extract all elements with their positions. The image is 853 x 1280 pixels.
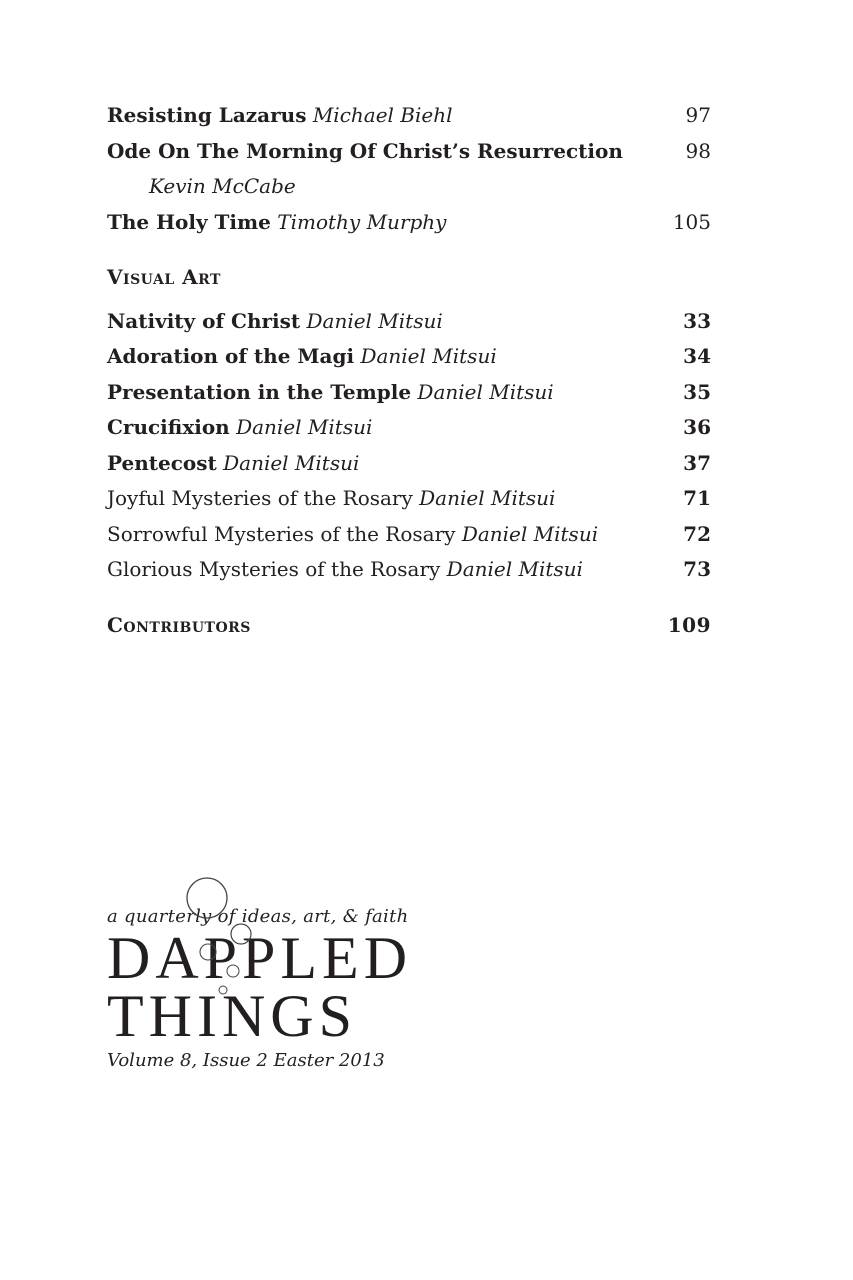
entry-title: Adoration of the Magi — [107, 344, 355, 368]
entry-title: Nativity of Christ — [107, 308, 301, 333]
toc-entry[interactable] — [107, 552, 711, 588]
entry-author: Michael Biehl — [312, 103, 453, 127]
entry-page: 73 — [683, 557, 711, 581]
entry-title: Pentecost — [107, 450, 217, 475]
entry-author: Daniel Mitsui — [419, 486, 556, 510]
toc-entry[interactable] — [107, 304, 711, 340]
entry-page: 98 — [685, 138, 711, 163]
entry-title: Crucifixion — [107, 415, 230, 439]
entry-author: Daniel Mitsui — [461, 521, 599, 546]
entry-page: 72 — [683, 521, 711, 546]
toc-entry[interactable] — [107, 339, 711, 375]
toc-entry[interactable] — [107, 375, 711, 411]
entry-title: Joyful Mysteries of the Rosary — [107, 486, 413, 510]
entry-page: 36 — [683, 415, 711, 439]
masthead-title-line1: DAPPLED — [107, 925, 413, 991]
journal-masthead — [107, 905, 527, 1073]
entry-author: Daniel Mitsui — [446, 557, 583, 581]
entry-page: 37 — [683, 450, 711, 475]
entry-author: Kevin McCabe — [149, 174, 296, 198]
entry-title: Sorrowful Mysteries of the Rosary — [107, 521, 456, 546]
entry-page: 34 — [683, 344, 711, 368]
masthead-tagline: a quarterly of ideas, art, & faith — [107, 906, 409, 927]
toc-entry[interactable] — [107, 98, 711, 134]
entry-page: 71 — [683, 486, 711, 510]
entry-author: Daniel Mitsui — [223, 450, 360, 475]
entry-author: Daniel Mitsui — [417, 379, 554, 404]
entry-page: 97 — [685, 103, 711, 127]
toc-entry[interactable] — [107, 134, 711, 170]
entry-title: Glorious Mysteries of the Rosary — [107, 557, 441, 581]
table-of-contents — [107, 98, 711, 651]
entry-page: 105 — [672, 209, 711, 234]
entry-title: Ode On The Morning Of Christ’s Resurrection — [107, 138, 623, 163]
entry-title: The Holy Time — [107, 209, 271, 234]
toc-entry[interactable] — [107, 446, 711, 482]
contributors-page: 109 — [667, 612, 711, 637]
entry-author: Daniel Mitsui — [306, 308, 443, 333]
entry-title: Presentation in the Temple — [107, 379, 412, 404]
masthead-title-line2: THINGS — [107, 983, 357, 1049]
entry-page: 35 — [683, 379, 711, 404]
entry-title: Resisting Lazarus — [107, 103, 307, 127]
toc-entry[interactable] — [107, 410, 711, 446]
toc-entry[interactable] — [107, 481, 711, 517]
entry-author: Daniel Mitsui — [360, 344, 497, 368]
section-heading-contributors[interactable]: Contributors 109 — [107, 608, 711, 644]
toc-entry[interactable] — [107, 517, 711, 553]
entry-page: 33 — [683, 308, 711, 333]
toc-entry[interactable] — [107, 205, 711, 241]
entry-author: Timothy Murphy — [277, 209, 447, 234]
masthead-volume: Volume 8, Issue 2 Easter 2013 — [107, 1050, 385, 1071]
section-heading-visual-art: Visual Art — [107, 265, 221, 289]
toc-entry-continuation — [107, 169, 711, 205]
entry-author: Daniel Mitsui — [236, 415, 373, 439]
